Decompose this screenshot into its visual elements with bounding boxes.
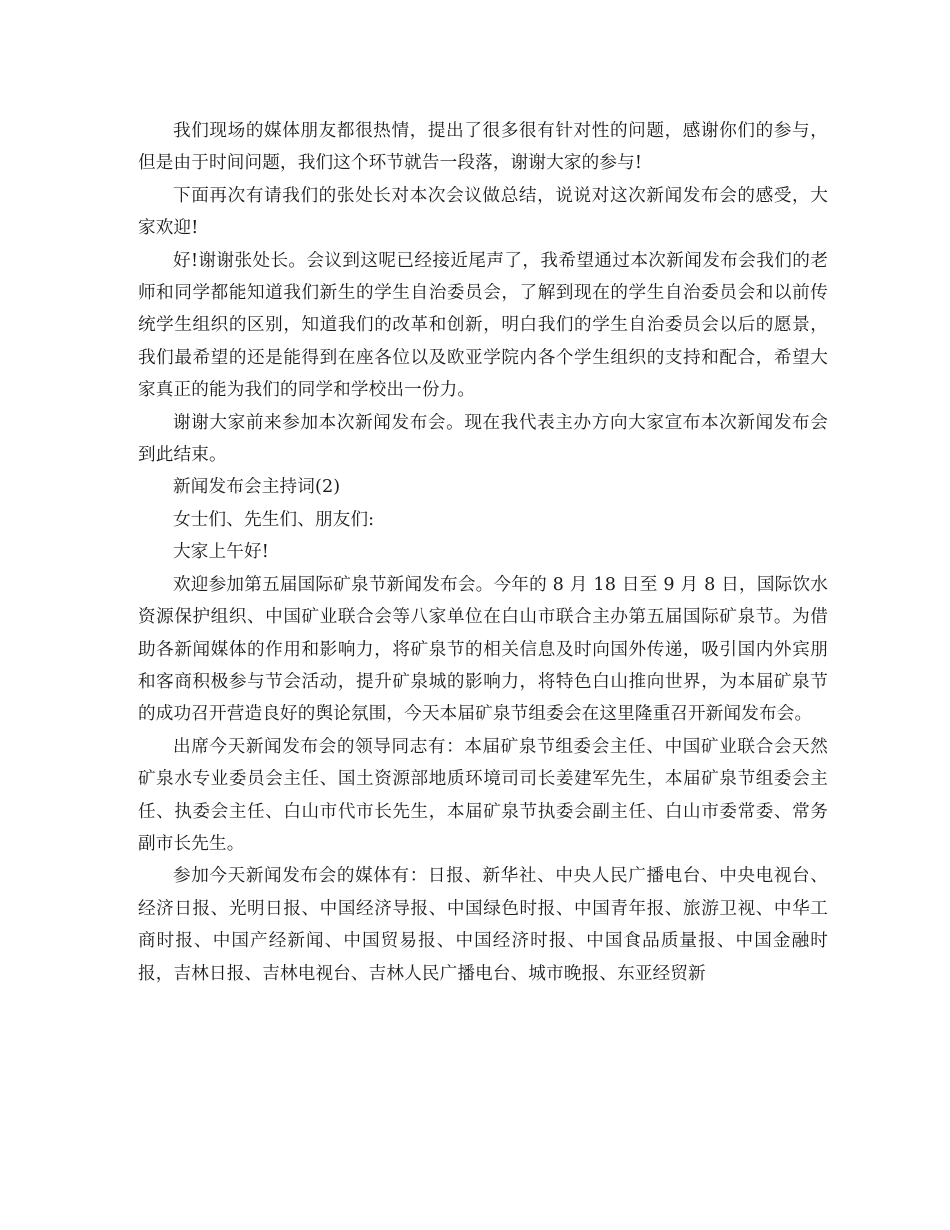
paragraph-director-summary: 好!谢谢张处长。会议到这呢已经接近尾声了，我希望通过本次新闻发布会我们的老师和同学都能知道我们新生的学生自治委员会，了解到现在的学生自治委员会和以前传统学生组织的区别，知道我们的改革和创新，明白我们的学生自治委员会以后的愿景，我们最希望的还是能得到在座各位以及欧亚学院内各个学生组织的支持和配合，希望大家真正的能为我们的同学和学校出一份力。 (138, 250, 828, 401)
paragraph-festival-intro: 欢迎参加第五届国际矿泉节新闻发布会。今年的 8 月 18 日至 9 月 8 日，国际饮水资源保护组织、中国矿业联合会等八家单位在白山市联合主办第五届国际矿泉节。为借助各新闻媒体的作用和影响力，将矿泉节的相关信息及时向国外传递，吸引国内外宾朋和客商积极参与节会活动，提升矿泉城的影响力，将特色白山推向世界，为本届矿泉节的成功召开营造良好的舆论氛围，今天本届矿泉节组委会在这里隆重召开新闻发布会。 (138, 574, 828, 725)
paragraph-salutation: 女士们、先生们、朋友们: (173, 509, 375, 530)
paragraph-greeting: 大家上午好! (173, 542, 269, 563)
section-heading: 新闻发布会主持词(2) (173, 477, 341, 498)
paragraph-attending-leaders: 出席今天新闻发布会的领导同志有：本届矿泉节组委会主任、中国矿业联合会天然矿泉水专业委员会主任、国土资源部地质环境司司长姜建军先生，本届矿泉节组委会主任、执委会主任、白山市代市长先生，本届矿泉节执委会副主任、白山市委常委、常务副市长先生。 (138, 736, 828, 854)
paragraph-closing: 谢谢大家前来参加本次新闻发布会。现在我代表主办方向大家宣布本次新闻发布会到此结束。 (138, 412, 828, 466)
paragraph-invite-director: 下面再次有请我们的张处长对本次会议做总结，说说对这次新闻发布会的感受，大家欢迎! (138, 185, 828, 239)
document-body (138, 115, 828, 990)
paragraph-attending-media: 参加今天新闻发布会的媒体有：日报、新华社、中央人民广播电台、中央电视台、经济日报、光明日报、中国经济导报、中国绿色时报、中国青年报、旅游卫视、中华工商时报、中国产经新闻、中国贸易报、中国经济时报、中国食品质量报、中国金融时报，吉林日报、吉林电视台、吉林人民广播电台、城市晚报、东亚经贸新 (138, 866, 828, 984)
paragraph-media-thanks: 我们现场的媒体朋友都很热情，提出了很多很有针对性的问题，感谢你们的参与，但是由于时间问题，我们这个环节就告一段落，谢谢大家的参与! (138, 121, 828, 174)
